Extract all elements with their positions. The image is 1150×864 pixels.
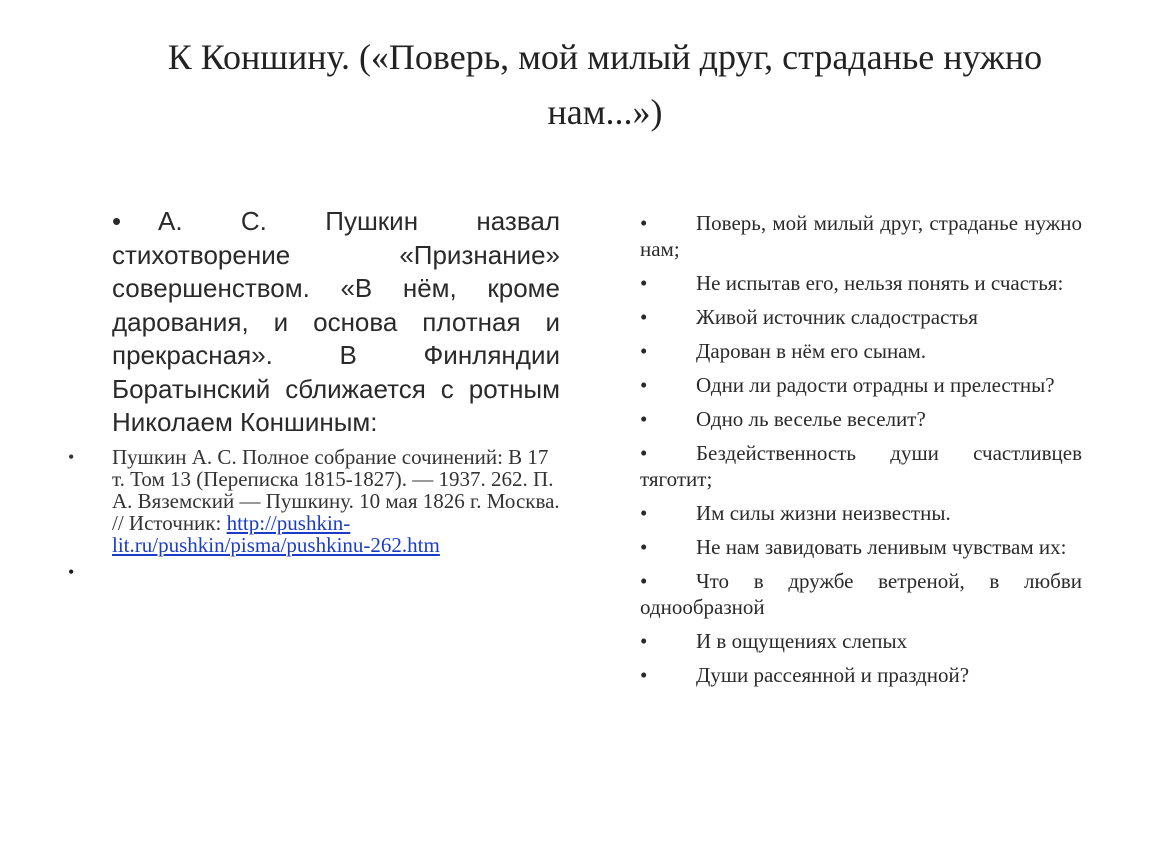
bullet-icon: •	[640, 663, 648, 687]
bullet-icon: •	[640, 569, 648, 593]
poem-line: • Поверь, мой милый друг, страданье нужно нам;	[640, 211, 1082, 261]
bullet-icon: •	[640, 535, 648, 559]
poem-line: • Не нам завидовать ленивым чувствам их:	[640, 535, 1067, 559]
bullet-icon: •	[640, 271, 648, 295]
poem-line: • Одни ли радости отрадны и прелестны?	[640, 373, 1055, 397]
bullet-icon: •	[640, 305, 648, 329]
bullet-icon: •	[640, 373, 648, 397]
poem-line: • Живой источник сладострастья	[640, 305, 978, 329]
reference-text: Пушкин А. С. Полное собрание сочинений: В 17 т. Том 13 (Переписка 1815-1827). — 1937. 262. П. А. Вяземский — Пушкину. 10 мая 1826 г. Москва. // Источник:	[112, 444, 560, 535]
poem-line: • Бездейственность души счастливцев тяготит;	[640, 441, 1082, 491]
empty-list-item	[60, 562, 560, 586]
slide-title: К Коншину. («Поверь, мой милый друг, страданье нужно нам...»)	[167, 37, 1043, 132]
poem-line: • Одно ль веселье веселит?	[640, 407, 926, 431]
poem-line: • Не испытав его, нельзя понять и счастья:	[640, 271, 1064, 295]
bullet-icon: •	[68, 561, 75, 582]
poem-line: • Им силы жизни неизвестны.	[640, 501, 951, 525]
bullet-icon: •	[640, 339, 648, 363]
bullet-icon: •	[112, 206, 122, 236]
poem-line: • Что в дружбе ветреной, в любви однообразной	[640, 569, 1082, 619]
bullet-icon: •	[640, 441, 648, 465]
bullet-icon: •	[640, 407, 648, 431]
poem-column	[640, 210, 1082, 696]
reference-item	[60, 446, 560, 556]
bullet-icon: •	[640, 501, 648, 525]
poem-line: • Души рассеянной и праздной?	[640, 663, 970, 687]
intro-text: А. С. Пушкин назвал стихотворение «Признание» совершенством. «В нём, кроме дарования, и основа плотная и прекрасная». В Финляндии Боратынский сближается с ротным Николаем Коншиным:	[112, 206, 560, 437]
bullet-icon: •	[640, 629, 648, 653]
bullet-icon: •	[68, 446, 75, 467]
bullet-icon: •	[640, 211, 648, 235]
left-column	[60, 205, 560, 586]
source-link[interactable]: http://pushkin-lit.ru/pushkin/pisma/pushkinu-262.htm	[112, 510, 440, 557]
poem-line: • И в ощущениях слепых	[640, 629, 908, 653]
intro-paragraph	[60, 205, 560, 440]
poem-line: • Дарован в нём его сынам.	[640, 339, 927, 363]
